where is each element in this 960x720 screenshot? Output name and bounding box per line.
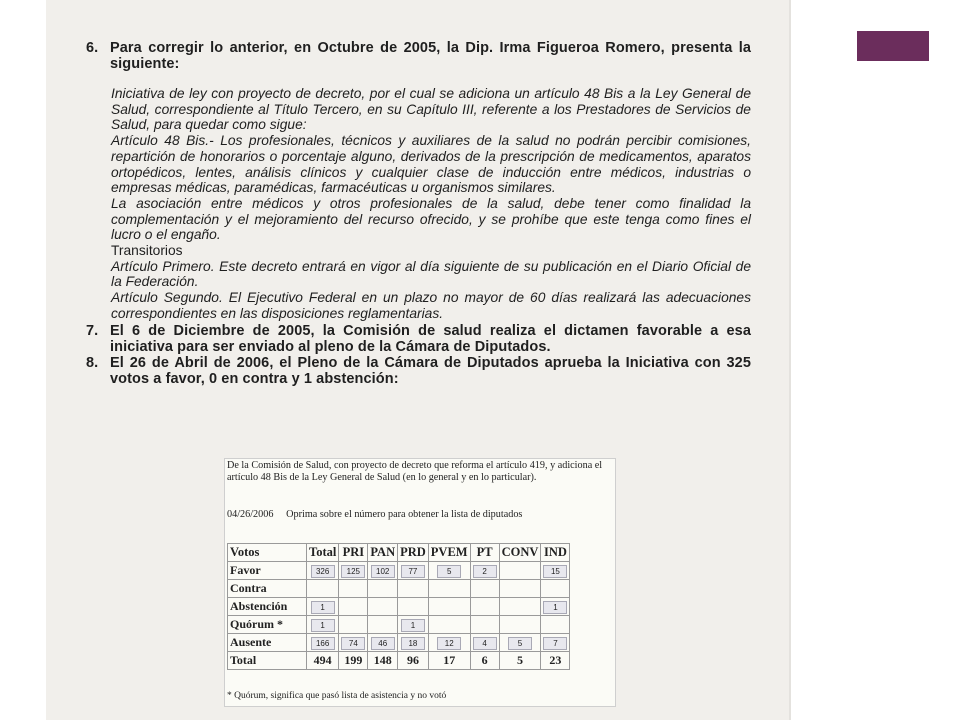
item-text: Para corregir lo anterior, en Octubre de 2005, la Dip. Irma Figueroa Romero, presenta la siguiente: [110,40,751,72]
table-cell [368,580,398,598]
table-cell [398,562,429,580]
vote-count-button[interactable]: 5 [508,637,532,650]
vote-count-button[interactable]: 5 [437,565,461,578]
quote-paragraph: Artículo Segundo. El Ejecutivo Federal en un plazo no mayor de 60 días realizará las adecuaciones correspondientes en las disposiciones reglamentarias. [111,290,751,321]
item-number: 7. [86,322,99,339]
table-cell: 96 [398,652,429,670]
table-row [228,580,570,598]
item-text: El 6 de Diciembre de 2005, la Comisión de salud realiza el dictamen favorable a esa iniciativa para ser enviado al pleno de la Cámara de Diputados. [110,322,751,355]
column-header: PAN [368,544,398,562]
table-cell [368,598,398,616]
table-cell [339,634,368,652]
vote-count-button[interactable]: 1 [401,619,425,632]
vote-count-button[interactable]: 77 [401,565,425,578]
column-header: PT [470,544,499,562]
table-row [228,562,570,580]
accent-bar [857,31,929,61]
table-cell [307,598,339,616]
table-cell [339,598,368,616]
column-header: IND [541,544,570,562]
table-cell [398,580,429,598]
table-cell [428,580,470,598]
vote-count-button[interactable]: 4 [473,637,497,650]
vote-count-button[interactable]: 102 [371,565,395,578]
table-cell [470,616,499,634]
table-cell [339,562,368,580]
table-cell [307,562,339,580]
vote-count-button[interactable]: 2 [473,565,497,578]
table-cell: 17 [428,652,470,670]
vote-count-button[interactable]: 1 [311,601,335,614]
table-cell [499,616,541,634]
table-cell [541,562,570,580]
table-header-row [228,544,570,562]
table-cell: 199 [339,652,368,670]
column-header: PVEM [428,544,470,562]
document-body [86,40,751,387]
vote-footnote: * Quórum, significa que pasó lista de asistencia y no votó [227,691,447,701]
vote-count-button[interactable]: 15 [543,565,567,578]
table-cell [428,598,470,616]
table-cell [499,562,541,580]
table-cell [470,562,499,580]
table-cell: 5 [499,652,541,670]
table-cell [470,634,499,652]
page-edge [789,0,791,720]
vote-count-button[interactable]: 1 [543,601,567,614]
table-cell [499,580,541,598]
table-cell [541,634,570,652]
table-cell [428,562,470,580]
quote-paragraph: Iniciativa de ley con proyecto de decreto, por el cual se adiciona un artículo 48 Bis a la Ley General de Salud, correspondiente al Título Tercero, en su Capítulo III, referente a los Prestadores de Servicios de Salud, para quedar como sigue: [111,86,751,133]
table-cell [541,616,570,634]
table-cell [368,616,398,634]
row-label: Ausente [228,634,307,652]
item-text: El 26 de Abril de 2006, el Pleno de la Cámara de Diputados aprueba la Iniciativa con 325 votos a favor, 0 en contra y 1 abstención: [110,354,751,387]
row-label: Favor [228,562,307,580]
table-cell [541,598,570,616]
item-7 [86,323,751,355]
table-cell [499,634,541,652]
column-header: PRI [339,544,368,562]
initiative-quote [111,86,751,322]
table-cell [428,634,470,652]
vote-count-button[interactable]: 125 [341,565,365,578]
table-cell [398,616,429,634]
item-number: 6. [86,40,99,56]
vote-count-button[interactable]: 166 [311,637,335,650]
table-row [228,598,570,616]
vote-table [227,543,570,670]
table-cell: 6 [470,652,499,670]
vote-count-button[interactable]: 12 [437,637,461,650]
table-cell [339,580,368,598]
vote-date-note: Oprima sobre el número para obtener la lista de diputados [286,509,523,520]
item-6 [86,40,751,72]
table-cell [307,634,339,652]
vote-results-box [224,458,616,707]
vote-date-line [227,509,611,521]
table-cell [398,598,429,616]
vote-count-button[interactable]: 7 [543,637,567,650]
item-number: 8. [86,354,99,371]
table-cell: 148 [368,652,398,670]
row-label: Quórum * [228,616,307,634]
vote-count-button[interactable]: 74 [341,637,365,650]
vote-count-button[interactable]: 18 [401,637,425,650]
vote-count-button[interactable]: 1 [311,619,335,632]
item-8 [86,355,751,387]
table-cell: 23 [541,652,570,670]
table-cell [398,634,429,652]
table-row [228,652,570,670]
table-cell [428,616,470,634]
row-label: Abstención [228,598,307,616]
table-cell [470,598,499,616]
table-cell [307,616,339,634]
table-cell [499,598,541,616]
table-cell [307,580,339,598]
table-cell [368,562,398,580]
column-header: PRD [398,544,429,562]
quote-paragraph: La asociación entre médicos y otros profesionales de la salud, debe tener como finalidad la complementación y el mejoramiento del recurso ofrecido, y se prohíbe que este tenga como fines el lucro o el engaño. [111,195,751,243]
table-cell [541,580,570,598]
column-header: CONV [499,544,541,562]
table-row [228,616,570,634]
table-cell: 494 [307,652,339,670]
quote-paragraph: Artículo 48 Bis.- Los profesionales, técnicos y auxiliares de la salud no podrán percibir comisiones, repartición de honorarios o porcentaje alguno, derivados de la prescripción de medicamentos, aparatos ortopédicos, lentes, análisis clínicos y cualquier clase de inducción entre médicos, industrias o empresas médicas, paramédicas, farmacéuticas u organismos similares. [111,133,751,196]
vote-count-button[interactable]: 46 [371,637,395,650]
quote-paragraph: Artículo Primero. Este decreto entrará en vigor al día siguiente de su publicación en el Diario Oficial de la Federación. [111,258,751,290]
row-label: Contra [228,580,307,598]
table-row [228,634,570,652]
quote-heading: Transitorios [111,243,183,259]
row-label: Total [228,652,307,670]
vote-header: De la Comisión de Salud, con proyecto de decreto que reforma el artículo 419, y adiciona el artículo 48 Bis de la Ley General de Salud (en lo general y en lo particular). [227,460,603,483]
table-cell [339,616,368,634]
vote-date: 04/26/2006 [227,509,274,520]
table-cell [368,634,398,652]
vote-count-button[interactable]: 326 [311,565,335,578]
column-header: Total [307,544,339,562]
column-header: Votos [228,544,307,562]
table-cell [470,580,499,598]
